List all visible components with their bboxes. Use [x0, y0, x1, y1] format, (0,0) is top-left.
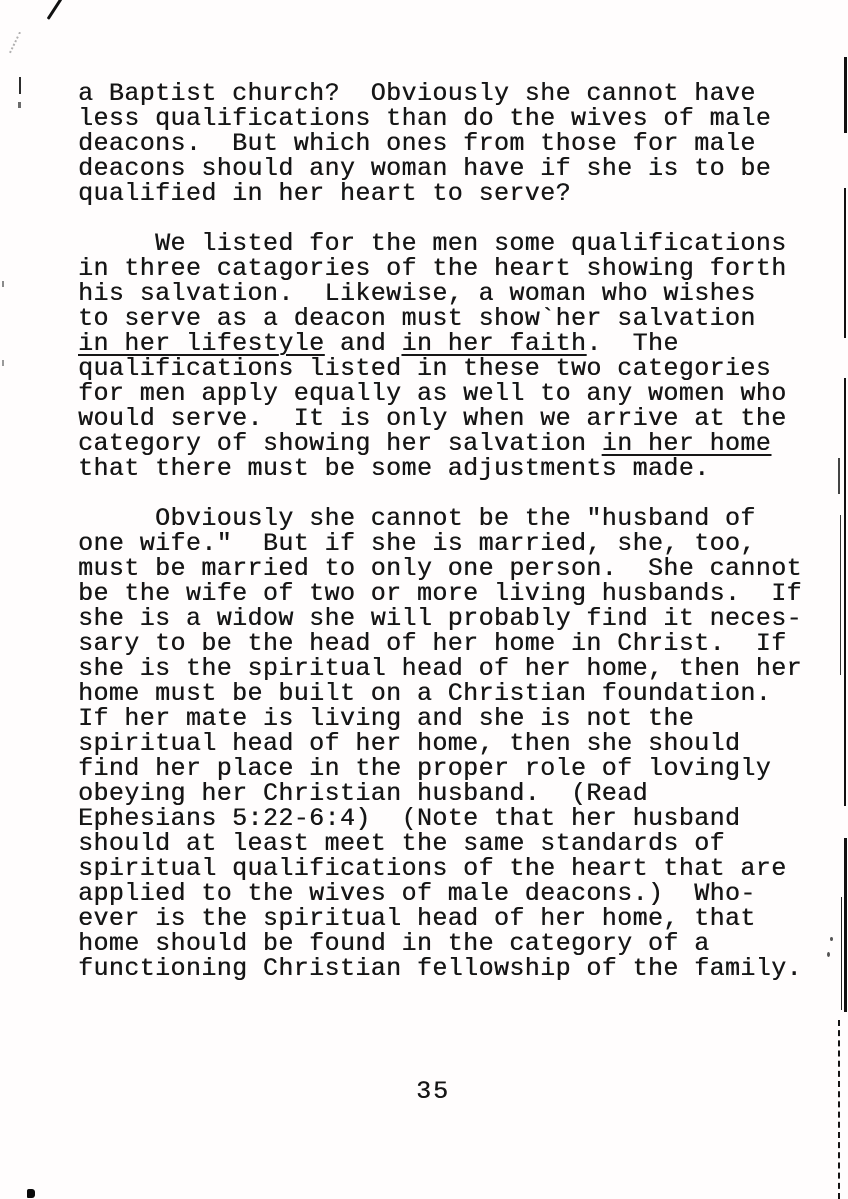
text-segment: to serve as a deacon must show`her salvation — [78, 304, 756, 333]
text-line — [78, 556, 802, 581]
text-line — [78, 631, 802, 656]
underlined-phrase: in her lifestyle — [78, 329, 325, 358]
text-segment: find her place in the proper role of lovingly — [78, 754, 772, 783]
text-segment: for men apply equally as well to any women who — [78, 379, 787, 408]
scan-artifact-bottom-left-blob — [27, 1189, 35, 1198]
text-line — [78, 856, 802, 881]
text-segment: must be married to only one person. She cannot — [78, 554, 802, 583]
text-segment: home should be found in the category of a — [78, 929, 710, 958]
paragraph — [78, 81, 802, 206]
scan-artifact-right-edge-line — [840, 515, 841, 675]
text-segment: category of showing her salvation — [78, 429, 602, 458]
text-line — [78, 281, 802, 306]
text-line — [78, 906, 802, 931]
text-line — [78, 506, 802, 531]
text-segment: obeying her Christian husband. (Read — [78, 779, 648, 808]
scan-artifact-left-tick-small — [18, 102, 21, 108]
text-line — [78, 581, 802, 606]
text-segment: Obviously she cannot be the "husband of — [78, 504, 756, 533]
page-number: 35 — [415, 1077, 450, 1106]
text-segment: that there must be some adjustments made. — [78, 454, 710, 483]
text-line — [78, 81, 802, 106]
text-line — [78, 656, 802, 681]
text-line — [78, 431, 802, 456]
scan-artifact-right-edge-tick — [838, 458, 840, 494]
text-line — [78, 406, 802, 431]
text-line — [78, 956, 802, 981]
text-line — [78, 231, 802, 256]
text-segment: functioning Christian fellowship of the family. — [78, 954, 802, 983]
text-line — [78, 256, 802, 281]
scan-artifact-right-edge-line — [844, 378, 846, 806]
scan-artifact-slash-top — [47, 0, 63, 20]
scan-artifact-left-speck — [2, 360, 4, 366]
text-line — [78, 831, 802, 856]
text-segment: in three catagories of the heart showing forth — [78, 254, 787, 283]
text-line — [78, 881, 802, 906]
text-line — [78, 106, 802, 131]
text-segment: applied to the wives of male deacons.) Who- — [78, 879, 756, 908]
scan-artifact-right-speck — [827, 952, 830, 957]
scan-artifact-left-tick — [19, 77, 21, 94]
text-segment: and — [324, 329, 402, 358]
text-line — [78, 731, 802, 756]
text-segment: a Baptist church? Obviously she cannot have — [78, 79, 756, 108]
text-line — [78, 456, 802, 481]
scan-artifact-right-speck — [830, 937, 833, 941]
text-segment: would serve. It is only when we arrive at the — [78, 404, 787, 433]
text-segment: deacons should any woman have if she is to be — [78, 154, 772, 183]
text-line — [78, 806, 802, 831]
scan-artifact-right-edge-line — [844, 57, 847, 133]
scan-artifact-right-edge-line — [844, 838, 847, 1012]
text-block — [78, 81, 802, 981]
text-line — [78, 756, 802, 781]
scan-artifact-right-edge-line — [841, 897, 842, 1010]
paragraph — [78, 506, 802, 981]
text-segment: If her mate is living and she is not the — [78, 704, 695, 733]
underlined-phrase: in her home — [601, 429, 772, 458]
text-segment: qualified in her heart to serve? — [78, 179, 571, 208]
text-segment: spiritual qualifications of the heart that are — [78, 854, 787, 883]
text-line — [78, 681, 802, 706]
text-segment: deacons. But which ones from those for male — [78, 129, 756, 158]
text-line — [78, 606, 802, 631]
scan-artifact-faint-slash — [9, 32, 21, 54]
text-segment: Ephesians 5:22-6:4) (Note that her husband — [78, 804, 741, 833]
text-line — [78, 381, 802, 406]
text-line — [78, 181, 802, 206]
text-segment: be the wife of two or more living husbands. If — [78, 579, 802, 608]
text-segment: qualifications listed in these two categories — [78, 354, 772, 383]
text-segment: one wife." But if she is married, she, too, — [78, 529, 756, 558]
scan-artifact-right-edge-dashes — [838, 1020, 840, 1199]
text-segment: less qualifications than do the wives of male — [78, 104, 772, 133]
scan-artifact-right-edge-line — [844, 188, 846, 338]
text-segment: sary to be the head of her home in Christ. If — [78, 629, 787, 658]
underlined-phrase: in her faith — [401, 329, 587, 358]
text-segment: ever is the spiritual head of her home, that — [78, 904, 756, 933]
text-segment: home must be built on a Christian foundation. — [78, 679, 772, 708]
text-line — [78, 781, 802, 806]
text-segment: spiritual head of her home, then she should — [78, 729, 741, 758]
text-segment: she is the spiritual head of her home, then her — [78, 654, 802, 683]
text-segment: should at least meet the same standards of — [78, 829, 725, 858]
text-line — [78, 156, 802, 181]
text-line — [78, 331, 802, 356]
text-line — [78, 706, 802, 731]
scan-artifact-left-speck — [2, 281, 4, 287]
text-line — [78, 131, 802, 156]
text-line — [78, 306, 802, 331]
text-line — [78, 931, 802, 956]
text-segment: We listed for the men some qualifications — [78, 229, 787, 258]
text-line — [78, 356, 802, 381]
text-segment: she is a widow she will probably find it neces- — [78, 604, 802, 633]
text-segment: . The — [586, 329, 679, 358]
paragraph — [78, 231, 802, 481]
text-line — [78, 531, 802, 556]
text-segment: his salvation. Likewise, a woman who wishes — [78, 279, 756, 308]
